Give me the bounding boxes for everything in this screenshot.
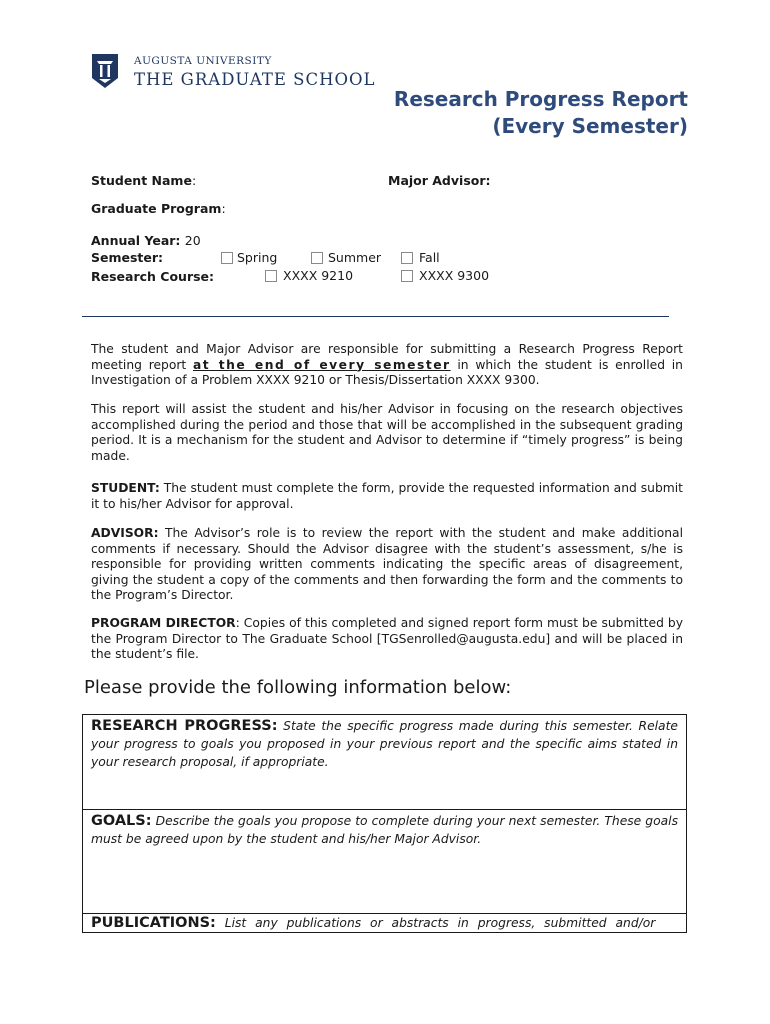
research-progress-instructions: State the specific progress made during this semester. Relate your progress to goals you proposed in your previous report and the specific aims stated in your research proposal, if appropriate. <box>91 719 678 769</box>
program-director-paragraph: PROGRAM DIRECTOR: Copies of this completed and signed report form must be submitted by the Program Director to The Graduate School [TGSenrolled@augusta.edu] and will be placed in the student’s file. <box>91 616 683 661</box>
course-9210-label: XXXX 9210 <box>283 268 354 283</box>
annual-year-value: 20 <box>184 233 201 248</box>
goals-instructions: Describe the goals you propose to complete during your next semester. These goals must be agreed upon by the student and his/her Major Advisor. <box>91 814 678 846</box>
graduate-program-label: Graduate Program: <box>91 201 226 216</box>
university-logo <box>90 52 120 90</box>
student-paragraph: STUDENT: The student must complete the form, provide the requested information and submit it to his/her Advisor for approval. <box>91 481 683 511</box>
research-progress-box[interactable] <box>82 714 687 810</box>
student-name-label: Student Name: <box>91 173 197 188</box>
publications-heading: PUBLICATIONS: <box>91 915 216 931</box>
university-name: AUGUSTA UNIVERSITY <box>134 55 272 67</box>
fall-checkbox[interactable] <box>401 252 413 264</box>
goals-box[interactable] <box>82 809 687 914</box>
purpose-paragraph: This report will assist the student and his/her Advisor in focusing on the research objectives accomplished during the period and those that will be accomplished in the subsequent grading period. It is a mechanism for the student and Advisor to determine if “timely progress” is being made. <box>91 402 683 463</box>
divider-line <box>82 316 669 317</box>
school-name: THE GRADUATE SCHOOL <box>134 70 376 89</box>
publications-box[interactable] <box>82 913 687 933</box>
spring-checkbox[interactable] <box>221 252 233 264</box>
summer-label: Summer <box>328 250 382 265</box>
goals-heading: GOALS: <box>91 813 152 829</box>
major-advisor-label: Major Advisor: <box>388 173 491 188</box>
semester-label: Semester: <box>91 250 164 265</box>
research-progress-heading: RESEARCH PROGRESS: <box>91 718 278 734</box>
annual-year-label: Annual Year: 20 <box>91 233 201 248</box>
report-subtitle: (Every Semester) <box>492 114 688 138</box>
provide-heading: Please provide the following information below: <box>84 677 512 698</box>
course-9300-checkbox[interactable] <box>401 270 413 282</box>
fall-label: Fall <box>419 250 440 265</box>
publications-instructions: List any publications or abstracts in progress, submitted and/or <box>215 916 656 930</box>
spring-label: Spring <box>237 250 278 265</box>
summer-checkbox[interactable] <box>311 252 323 264</box>
course-9210-checkbox[interactable] <box>265 270 277 282</box>
advisor-paragraph: ADVISOR: The Advisor’s role is to review the report with the student and make additional comments if necessary. Should the Advisor disagree with the student’s assessment, s/he is responsible for providing written comments indicating the specific areas of disagreement, giving the student a copy of the comments and then forwarding the form and the comments to the Program’s Director. <box>91 526 683 602</box>
research-course-label: Research Course: <box>91 269 215 284</box>
course-9300-label: XXXX 9300 <box>419 268 490 283</box>
intro-paragraph: The student and Major Advisor are responsible for submitting a Research Progress Report meeting report at the end of every semester in which the student is enrolled in Investigation of a Problem XXXX 9210 or Thesis/Dissertation XXXX 9300. <box>91 342 683 387</box>
report-title: Research Progress Report <box>393 87 688 111</box>
